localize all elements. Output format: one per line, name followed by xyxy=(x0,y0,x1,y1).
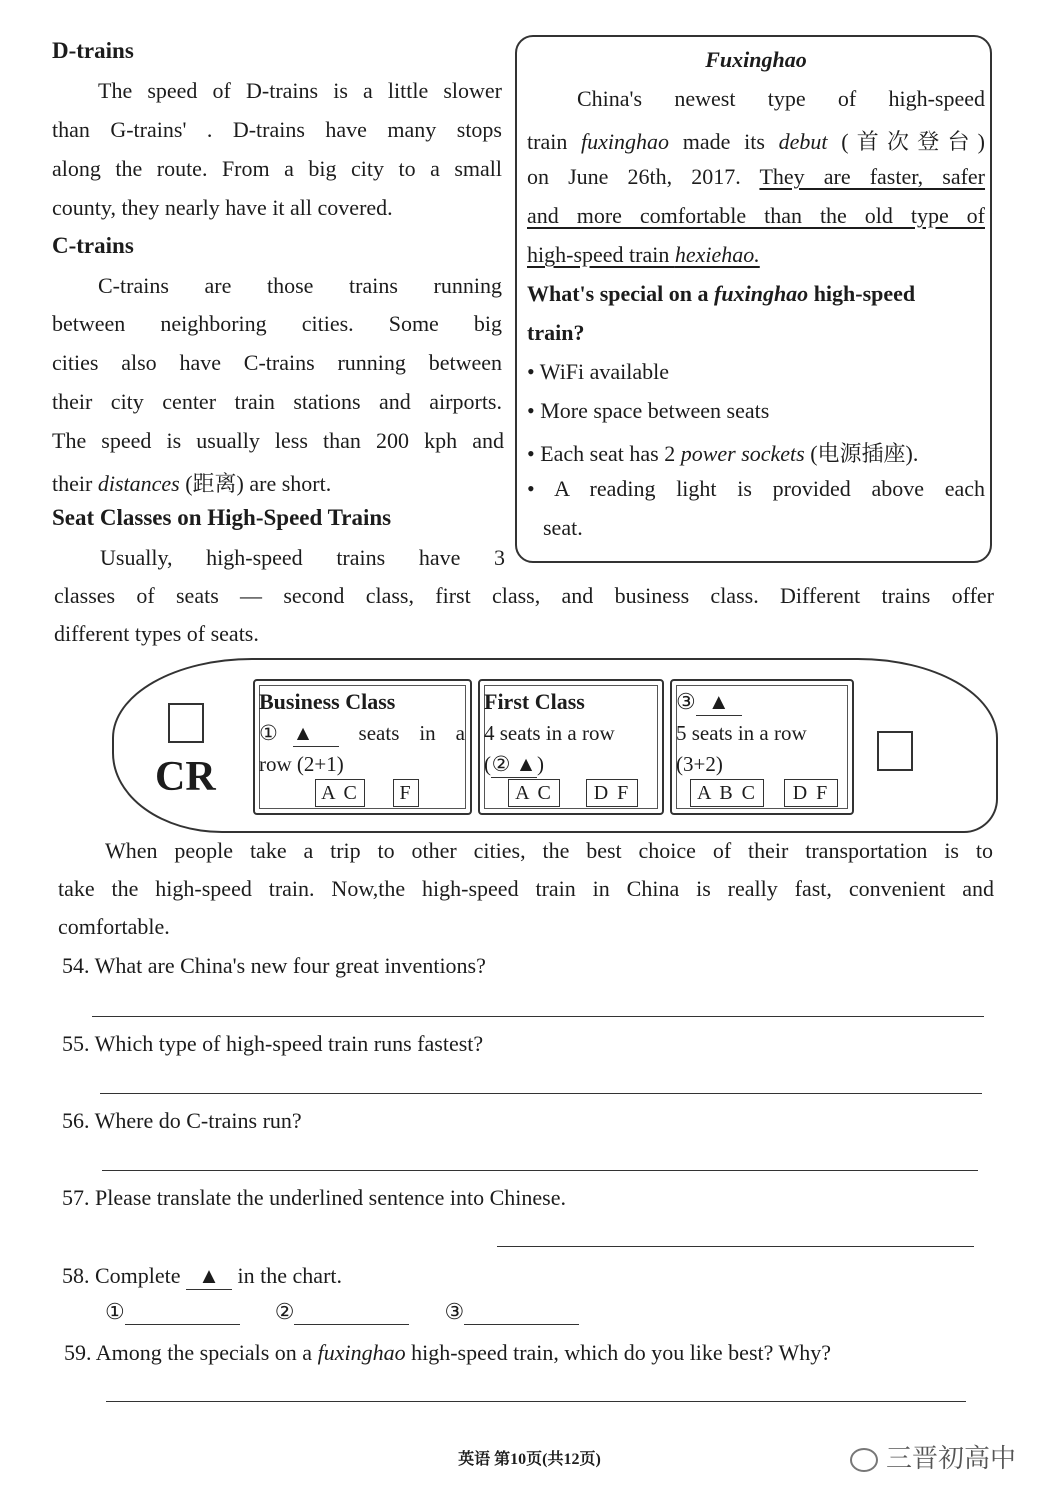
fuxinghao-line-2: train fuxinghao made its debut (首次登台) xyxy=(527,129,985,154)
answer-line-59[interactable] xyxy=(106,1401,966,1402)
first-class-title: First Class xyxy=(484,689,585,714)
c-trains-heading: C-trains xyxy=(52,233,134,258)
question-55: 55. Which type of high-speed train runs fastest? xyxy=(62,1031,484,1056)
train-door-right xyxy=(877,731,913,771)
question-56: 56. Where do C-trains run? xyxy=(62,1108,302,1133)
answer-line-54[interactable] xyxy=(92,1016,984,1017)
underlined-sentence-part-3: high-speed train hexiehao. xyxy=(527,242,760,267)
page-footer: 英语 第10页(共12页) xyxy=(458,1451,601,1468)
third-class-title: ③ ▲ xyxy=(676,689,742,716)
third-class-line-1: 5 seats in a row xyxy=(676,721,807,745)
answer-blank-3[interactable] xyxy=(464,1306,579,1325)
question-58-blanks: ① ② ③ xyxy=(105,1299,579,1325)
fuxinghao-title: Fuxinghao xyxy=(705,47,807,72)
seat-row-f: F xyxy=(393,779,419,807)
fuxinghao-line-4 xyxy=(527,203,985,229)
c-trains-line-4: their city center train stations and airports. xyxy=(52,389,502,414)
business-class-line-2: row (2+1) xyxy=(259,752,344,776)
d-trains-heading: D-trains xyxy=(52,38,134,63)
business-class-line-1: ①▲ seats in a xyxy=(259,721,465,745)
watermark: 三晋初高中 xyxy=(850,1438,1016,1475)
first-class-line-1: 4 seats in a row xyxy=(484,721,615,745)
question-59: 59. Among the specials on a fuxinghao high-speed train, which do you like best? Why? xyxy=(64,1340,832,1365)
seat-row-abc: A B C xyxy=(690,779,764,807)
d-trains-line-3: along the route. From a big city to a small xyxy=(52,156,502,181)
question-54: 54. What are China's new four great inventions? xyxy=(62,953,486,978)
c-trains-line-2: between neighboring cities. Some big xyxy=(52,311,502,336)
business-class-panel xyxy=(253,679,472,815)
seat-row-ac: A C xyxy=(315,779,365,807)
blank-3[interactable]: ▲ xyxy=(696,689,742,716)
cr-logo: CR xyxy=(155,754,216,800)
first-class-panel xyxy=(478,679,664,815)
question-58: 58. Complete ▲ in the chart. xyxy=(62,1263,343,1288)
closing-line-3: comfortable. xyxy=(58,914,170,939)
blank-2[interactable]: ② ▲ xyxy=(491,752,537,776)
special-bullet-space: • More space between seats xyxy=(527,398,770,423)
seat-classes-line-3: different types of seats. xyxy=(54,621,259,646)
c-trains-line-3: cities also have C-trains running between xyxy=(52,350,502,375)
c-trains-line-6: their distances (距离) are short. xyxy=(52,471,332,496)
business-class-title: Business Class xyxy=(259,689,396,714)
closing-line-2: take the high-speed train. Now,the high-speed train in China is really fast, convenient and xyxy=(58,876,994,901)
answer-line-57[interactable] xyxy=(497,1246,974,1247)
d-trains-line-4: county, they nearly have it all covered. xyxy=(52,195,393,220)
closing-line-1: When people take a trip to other cities, the best choice of their transportation is to xyxy=(105,838,993,863)
answer-blank-2[interactable] xyxy=(294,1306,409,1325)
special-bullet-wifi: • WiFi available xyxy=(527,359,670,384)
first-class-line-2: (② ▲) xyxy=(484,752,544,776)
d-trains-line-2: than G-trains' . D-trains have many stops xyxy=(52,117,502,142)
fuxinghao-line-1: China's newest type of high-speed xyxy=(577,86,985,111)
third-class-panel xyxy=(670,679,854,815)
answer-line-56[interactable] xyxy=(102,1170,978,1171)
c-trains-line-5: The speed is usually less than 200 kph and xyxy=(52,428,504,453)
seat-classes-line-2: classes of seats — second class, first class, and business class. Different trains offer xyxy=(54,583,994,608)
wechat-icon xyxy=(850,1448,878,1472)
seat-classes-heading: Seat Classes on High-Speed Trains xyxy=(52,505,392,530)
underlined-sentence-part-2: and more comfortable than the old type of xyxy=(527,203,985,228)
fuxinghao-line-5 xyxy=(527,242,985,268)
seat-row-ac: A C xyxy=(508,779,560,807)
train-door-left xyxy=(168,703,204,743)
third-class-line-2: (3+2) xyxy=(676,752,723,776)
special-bullet-sockets: • Each seat has 2 power sockets (电源插座). xyxy=(527,441,919,466)
d-trains-line-1: The speed of D-trains is a little slower xyxy=(98,78,502,103)
answer-line-55[interactable] xyxy=(100,1093,982,1094)
special-heading-1: What's special on a fuxinghao high-speed xyxy=(527,281,916,306)
seat-row-df: D F xyxy=(586,779,638,807)
answer-blank-1[interactable] xyxy=(125,1306,240,1325)
c-trains-line-1: C-trains are those trains running xyxy=(98,273,502,298)
fuxinghao-box xyxy=(515,35,992,563)
special-bullet-light-cont: seat. xyxy=(543,515,583,540)
underlined-sentence-part-1: They are faster, safer xyxy=(759,164,986,189)
special-bullet-light: • A reading light is provided above each xyxy=(527,476,985,501)
seat-classes-line-1: Usually, high-speed trains have 3 xyxy=(100,545,505,570)
question-57: 57. Please translate the underlined sentence into Chinese. xyxy=(62,1185,567,1210)
fuxinghao-line-3: on June 26th, 2017. They are faster, safer xyxy=(527,164,986,189)
seat-row-df: D F xyxy=(784,779,838,807)
special-heading-2: train? xyxy=(527,320,585,345)
blank-1[interactable]: ▲ xyxy=(293,721,339,747)
